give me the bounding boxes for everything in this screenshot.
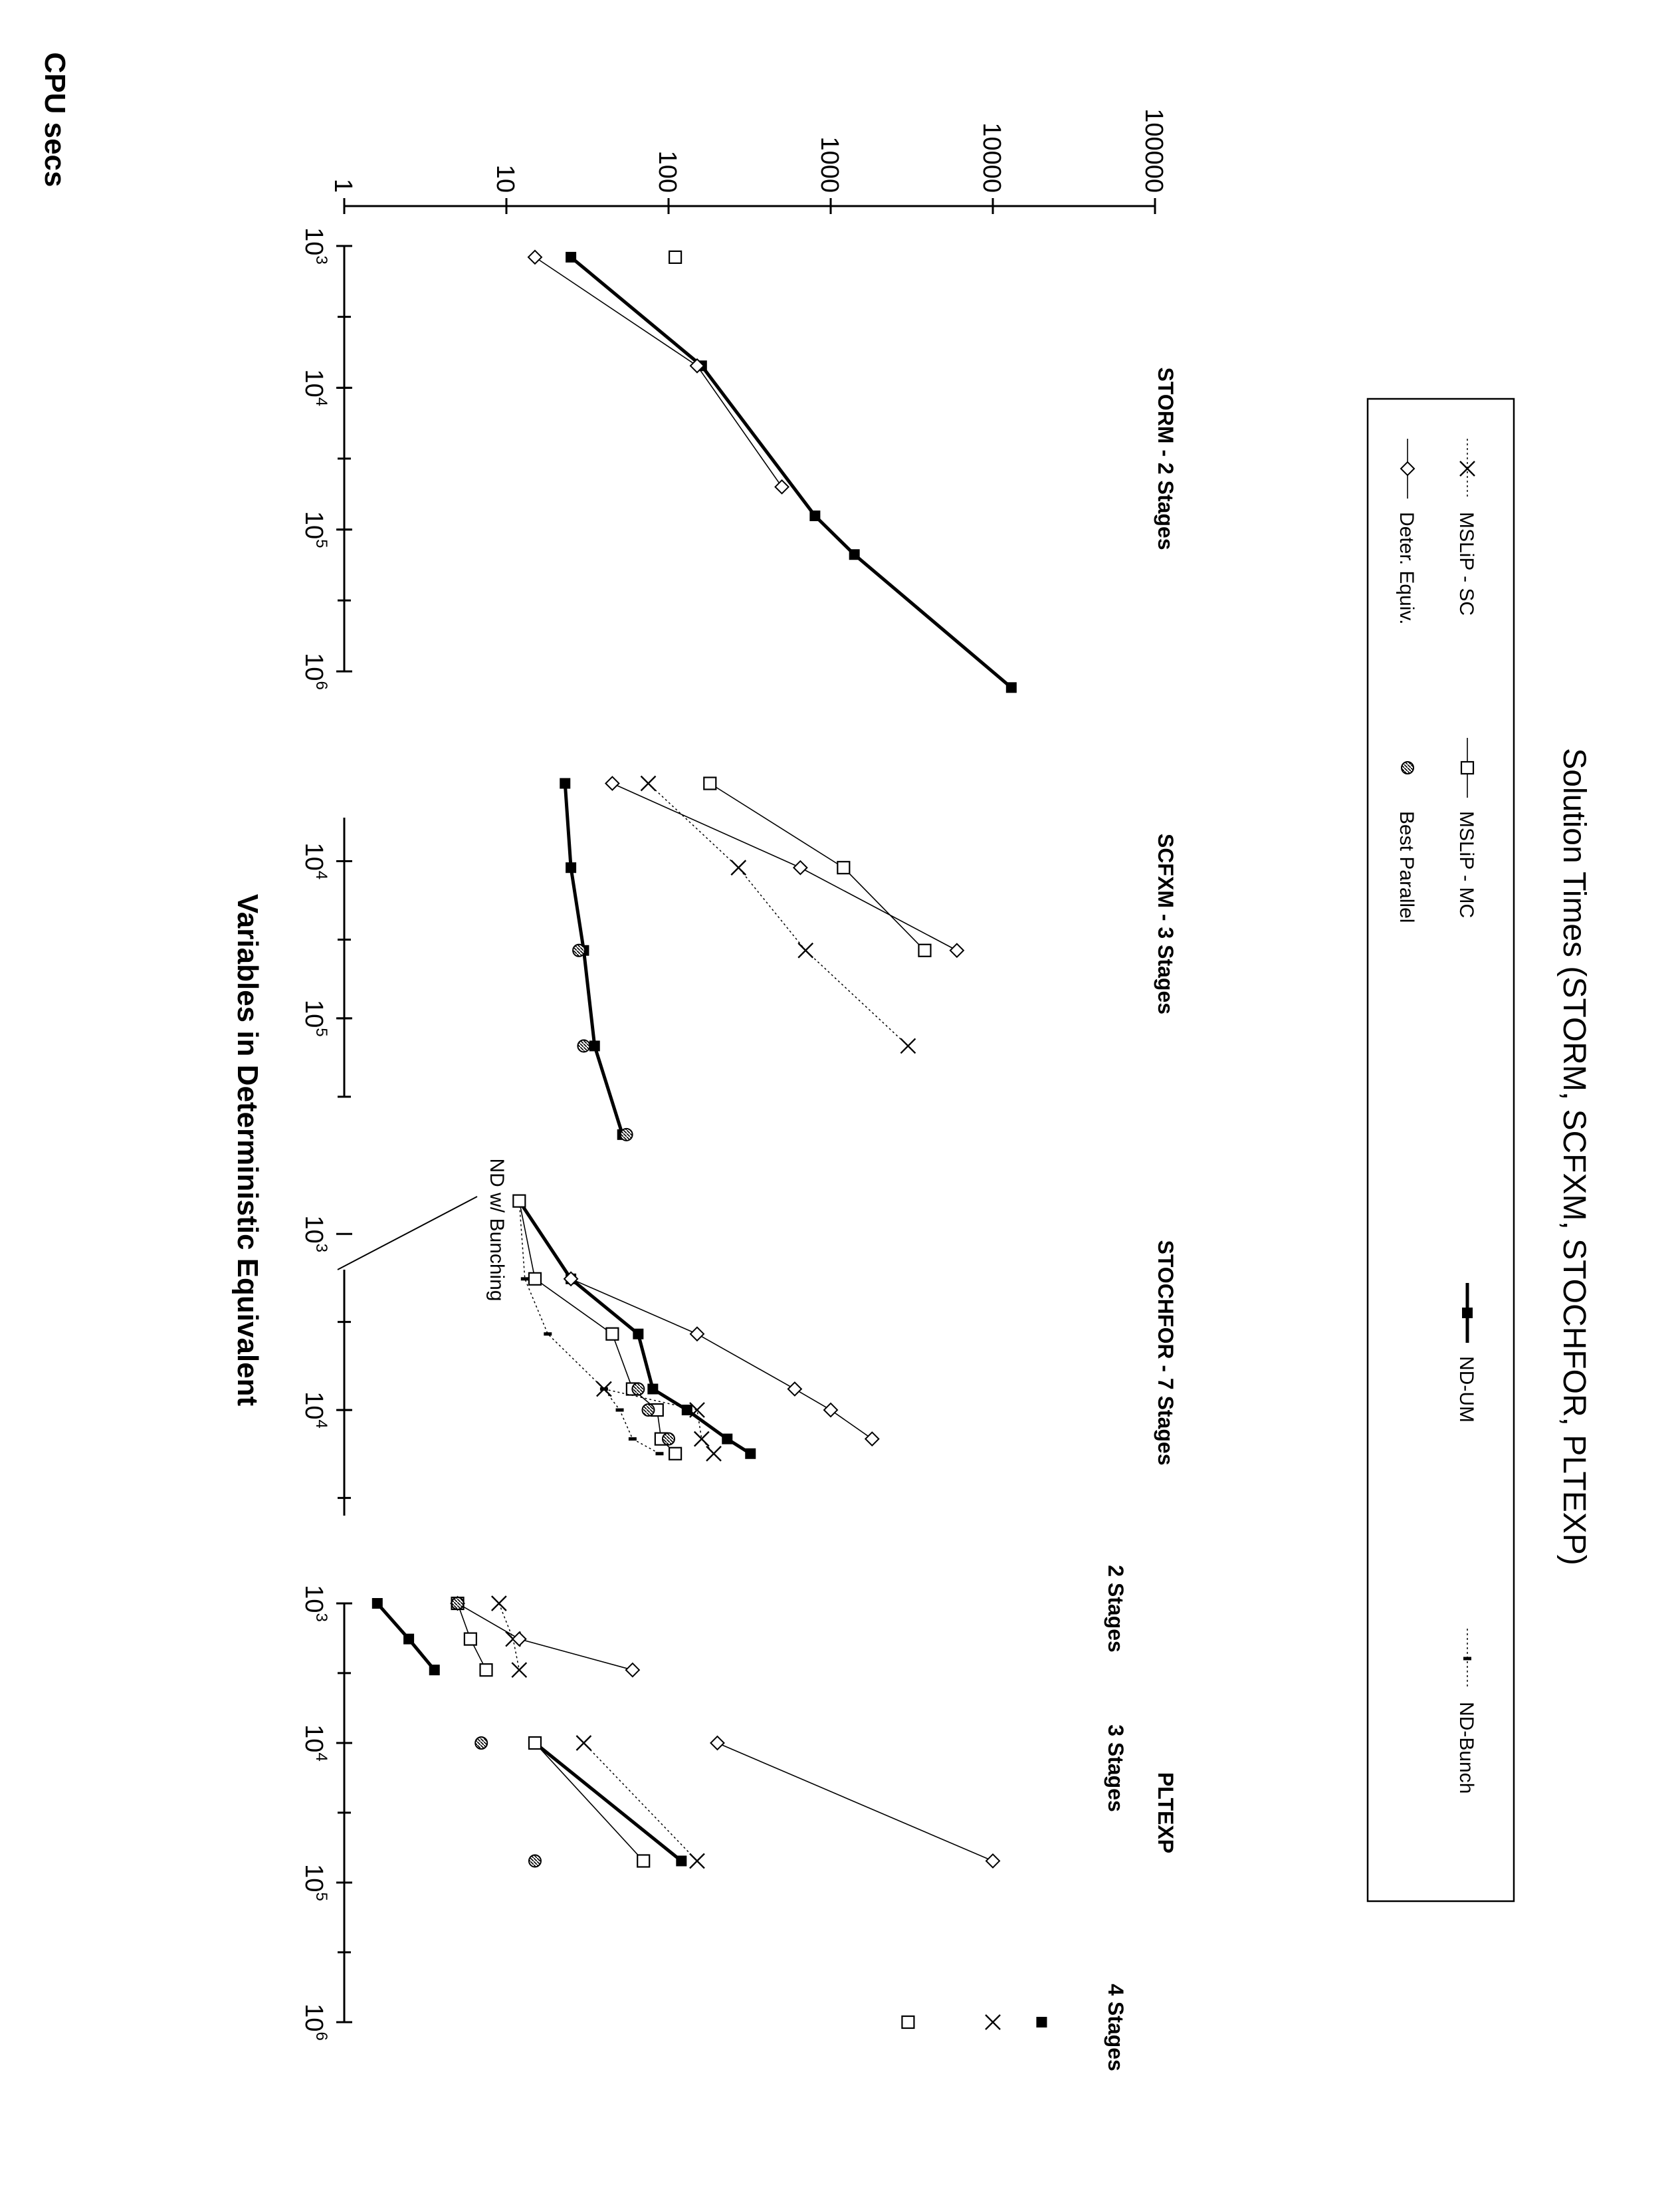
series-line [458, 1603, 633, 1670]
series-line [571, 257, 1011, 687]
x-tick-label: $10^4$ [300, 842, 330, 880]
x-tick-label: $10^5$ [300, 1864, 330, 1901]
series-deter-equiv [451, 1597, 639, 1676]
series-line [535, 257, 782, 487]
data-point [403, 1634, 414, 1645]
data-point [731, 860, 746, 875]
data-point [900, 1038, 915, 1053]
series-line [649, 783, 908, 1046]
series-deter-equiv [710, 1736, 999, 1867]
y-tick-label: 10000 [978, 122, 1005, 193]
data-point [865, 1433, 879, 1446]
series-best-parallel [475, 1737, 541, 1867]
panel-title: PLTEXP [1154, 1772, 1178, 1854]
data-point [641, 776, 656, 790]
x-tick-label: $10^4$ [300, 1391, 330, 1429]
legend-marker [1402, 762, 1414, 774]
panel-storm [300, 227, 1178, 693]
data-point [566, 862, 576, 873]
series-line [717, 1743, 993, 1861]
data-point [669, 1448, 681, 1460]
x-tick-label: $10^4$ [300, 369, 330, 407]
data-point [902, 2016, 914, 2028]
series-nd-um [560, 778, 627, 1139]
legend-item-best-parallel [1396, 762, 1418, 923]
data-point [578, 1040, 589, 1052]
data-point [798, 943, 813, 958]
data-point [710, 1736, 724, 1750]
series-nd-um [566, 252, 1017, 693]
data-point [621, 1129, 633, 1141]
legend-item-nd-bunch [1455, 1629, 1477, 1793]
series-best-parallel [452, 1597, 464, 1609]
panel-title: SCFXM - 3 Stages [1154, 833, 1178, 1015]
series-line [519, 1201, 659, 1454]
data-point [576, 1736, 591, 1750]
data-point [690, 1853, 704, 1868]
y-tick-label: 1 [329, 178, 357, 193]
data-point [704, 777, 716, 789]
data-point [560, 778, 570, 788]
data-point [793, 861, 807, 874]
series-line [710, 783, 924, 950]
data-point [788, 1383, 801, 1396]
data-point [452, 1597, 464, 1609]
data-point [776, 480, 789, 493]
data-point [429, 1665, 440, 1675]
legend-label: MSLiP - MC [1455, 811, 1477, 919]
data-point [643, 1404, 655, 1416]
panel-title: STOCHFOR - 7 Stages [1154, 1240, 1178, 1466]
chart-panels [300, 108, 1178, 2071]
panel-stochfor [300, 1158, 1178, 1516]
data-point [529, 1855, 541, 1867]
x-tick-label: $10^3$ [300, 1585, 330, 1622]
data-point [647, 1384, 658, 1395]
data-point [655, 1452, 663, 1455]
data-point [529, 1737, 541, 1749]
x-tick-label: $10^6$ [300, 2004, 330, 2041]
y-tick-label: 10 [491, 164, 519, 193]
panel-title: STORM - 2 Stages [1154, 367, 1178, 550]
legend-item-nd-um [1455, 1283, 1477, 1423]
legend-item-deter-equiv [1396, 439, 1418, 625]
data-point [1006, 682, 1017, 693]
data-point [597, 1382, 611, 1397]
legend-marker [1463, 1657, 1471, 1661]
data-point [475, 1737, 487, 1749]
legend-item-mslip-mc [1455, 738, 1477, 918]
data-point [690, 1328, 704, 1341]
data-point [512, 1633, 526, 1646]
data-point [918, 945, 930, 957]
series-line [535, 1743, 643, 1861]
x-tick-label: $10^3$ [300, 1215, 330, 1253]
data-point [492, 1596, 506, 1611]
data-point [669, 251, 681, 263]
annotation-pointer [338, 1197, 477, 1270]
data-point [722, 1434, 732, 1444]
data-point [566, 252, 576, 263]
legend-label: Deter. Equiv. [1396, 512, 1418, 625]
data-point [849, 549, 860, 560]
legend-frame [1368, 399, 1514, 1901]
data-point [745, 1448, 756, 1459]
data-point [528, 251, 542, 264]
data-point [706, 1446, 721, 1461]
data-point [544, 1332, 552, 1335]
series-nd-um [514, 1196, 756, 1459]
panel-scfxm [300, 776, 1178, 1140]
legend-label: ND-UM [1455, 1356, 1477, 1423]
data-point [512, 1663, 526, 1677]
stage-label: 2 Stages [1104, 1565, 1128, 1653]
series-line [571, 1279, 872, 1439]
series-nd-um [530, 1738, 686, 1866]
annotation-label: ND w/ Bunching [486, 1158, 508, 1302]
data-point [676, 1855, 686, 1866]
chart-title: Solution Times (STORM, SCFXM, STOCHFOR, PLTEXP) [1556, 748, 1592, 1565]
y-axis-title: CPU secs [39, 52, 71, 187]
series-mslip-sc [576, 1736, 704, 1868]
data-point [694, 1432, 709, 1446]
data-point [480, 1664, 492, 1676]
legend-marker [1462, 1308, 1473, 1318]
series-nd-bunch [515, 1199, 663, 1455]
data-point [589, 1040, 600, 1051]
x-tick-label: $10^3$ [300, 227, 330, 265]
data-point [529, 1273, 541, 1285]
series-mslip-mc [513, 1195, 681, 1460]
data-point [616, 1409, 624, 1412]
legend-marker [1401, 462, 1414, 475]
legend-label: Best Parallel [1396, 811, 1418, 923]
series-nd-um [1036, 2017, 1047, 2027]
series-best-parallel [573, 945, 633, 1141]
x-tick-label: $10^5$ [300, 999, 330, 1037]
x-axis-title: Variables in Deterministic Equivalent [231, 893, 264, 1407]
series-deter-equiv [605, 776, 963, 957]
y-axis [329, 108, 1168, 214]
data-point [986, 2015, 1000, 2029]
data-point [629, 1437, 637, 1441]
data-point [513, 1195, 525, 1207]
data-point [950, 944, 964, 957]
legend-label: ND-Bunch [1455, 1702, 1477, 1794]
stage-label: 4 Stages [1104, 1984, 1128, 2071]
legend-marker [1461, 762, 1473, 774]
series-nd-um [372, 1598, 440, 1675]
stage-label: 3 Stages [1104, 1724, 1128, 1812]
data-point [465, 1633, 476, 1645]
y-tick-label: 100000 [1140, 108, 1168, 193]
series-line [519, 1201, 750, 1454]
data-point [1036, 2017, 1047, 2027]
data-point [633, 1329, 643, 1339]
legend-label: MSLiP - SC [1455, 512, 1477, 616]
series-mslip-sc [641, 776, 916, 1053]
data-point [809, 511, 820, 521]
data-point [824, 1403, 837, 1417]
data-point [372, 1598, 383, 1609]
series-line [583, 1743, 697, 1861]
series-deter-equiv [564, 1272, 879, 1446]
data-point [605, 776, 619, 790]
series-deter-equiv [528, 251, 789, 494]
series-line [535, 1743, 681, 1861]
y-tick-label: 100 [653, 150, 681, 193]
legend-item-mslip-sc [1455, 439, 1477, 616]
x-tick-label: $10^4$ [300, 1724, 330, 1762]
series-mslip-mc [902, 2016, 914, 2028]
data-point [637, 1855, 649, 1867]
series-line [565, 783, 622, 1134]
legend [1368, 399, 1514, 1901]
data-point [606, 1328, 618, 1340]
y-tick-label: 1000 [815, 136, 843, 193]
series-mslip-mc [669, 251, 681, 263]
series-mslip-sc [986, 2015, 1000, 2029]
data-point [521, 1277, 529, 1280]
x-tick-label: $10^6$ [300, 653, 330, 690]
data-point [837, 862, 849, 873]
data-point [626, 1663, 639, 1676]
series-mslip-mc [529, 1737, 649, 1867]
data-point [986, 1854, 999, 1867]
series-line [612, 783, 956, 950]
data-point [663, 1433, 675, 1445]
data-point [573, 945, 585, 957]
data-point [632, 1383, 644, 1395]
x-tick-label: $10^5$ [300, 511, 330, 548]
panel-pltexp [300, 1565, 1178, 2071]
data-point [682, 1405, 692, 1415]
